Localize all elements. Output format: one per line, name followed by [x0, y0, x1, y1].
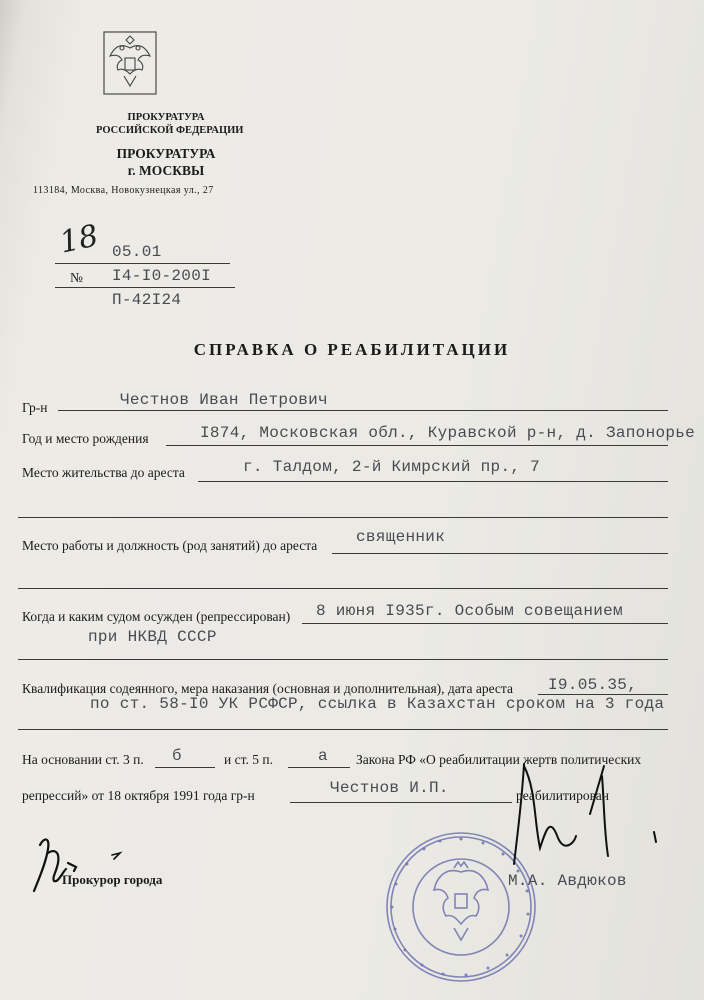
ref-number-label: №: [70, 270, 83, 285]
basis-underline-person: [290, 802, 512, 803]
name-value: Честнов Иван Петрович: [120, 391, 328, 409]
handwritten-number: 18: [56, 218, 102, 261]
residence-underline-2: [18, 517, 668, 518]
basis-person: Честнов И.П.: [330, 779, 449, 797]
arrest-date: I9.05.35,: [548, 676, 638, 694]
work-underline: [332, 553, 668, 554]
residence-underline: [198, 481, 668, 482]
document-title: СПРАВКА О РЕАБИЛИТАЦИИ: [193, 340, 511, 359]
org-moscow-line-1: ПРОКУРАТУРА: [116, 146, 216, 161]
basis-value-b: б: [172, 747, 182, 765]
qualification-value: по ст. 58-I0 УК РСФСР, ссылка в Казахстан сроком на 3 года: [90, 695, 665, 713]
org-name-federal: [96, 111, 244, 137]
name-underline: [58, 410, 668, 411]
org-moscow-line-2: г. МОСКВЫ: [127, 163, 205, 178]
work-label: Место работы и должность (род занятий) до ареста: [22, 538, 318, 553]
basis-text-4: репрессий» от 18 октября 1991 года гр-н: [22, 788, 255, 803]
ref-underline-1: [55, 263, 230, 264]
birth-underline: [166, 445, 668, 446]
org-line-1: ПРОКУРАТУРА: [127, 112, 205, 123]
court-value-1: 8 июня I935г. Особым совещанием: [316, 602, 623, 620]
prosecutor-title: Прокурор города: [62, 872, 163, 887]
rehabilitated-text: реабилитирован: [516, 788, 609, 803]
name-label: Гр-н: [22, 400, 48, 415]
court-underline-2: [18, 659, 668, 660]
ref-underline-2: [55, 287, 235, 288]
basis-text-3: Закона РФ «О реабилитации жертв политических: [356, 752, 642, 767]
court-value-2: при НКВД СССР: [88, 628, 217, 646]
residence-value: г. Талдом, 2-й Кимрский пр., 7: [243, 458, 541, 476]
court-label: Когда и каким судом осужден (репрессирован): [22, 609, 291, 624]
birth-value: I874, Московская обл., Куравской р-н, д. Запонорье: [200, 424, 696, 442]
court-underline-1: [302, 623, 668, 624]
ref-date: I4-I0-200I: [112, 267, 212, 285]
qualification-label: Квалификация содеянного, мера наказания (основная и дополнительная), дата ареста: [22, 681, 513, 696]
org-address: 113184, Москва, Новокузнецкая ул., 27: [33, 185, 214, 196]
org-name-moscow: [96, 145, 236, 179]
basis-underline-b: [155, 767, 215, 768]
residence-label: Место жительства до ареста: [22, 465, 185, 480]
basis-value-a: а: [318, 747, 328, 765]
basis-text-1: На основании ст. 3 п.: [22, 752, 144, 767]
ref-date-line: 05.01: [112, 243, 162, 261]
prosecutor-name: М.А. Авдюков: [508, 872, 627, 890]
basis-text-2: и ст. 5 п.: [224, 752, 273, 767]
work-underline-2: [18, 588, 668, 589]
org-line-2: РОССИЙСКОЙ ФЕДЕРАЦИИ: [96, 125, 244, 136]
birth-label: Год и место рождения: [22, 431, 149, 446]
main-signature-icon: [500, 760, 670, 870]
qualification-underline-2: [18, 729, 668, 730]
ref-case-number: П-42I24: [112, 291, 182, 309]
coat-of-arms-icon: [100, 30, 160, 98]
work-value: священник: [356, 528, 446, 546]
basis-underline-a: [288, 767, 350, 768]
